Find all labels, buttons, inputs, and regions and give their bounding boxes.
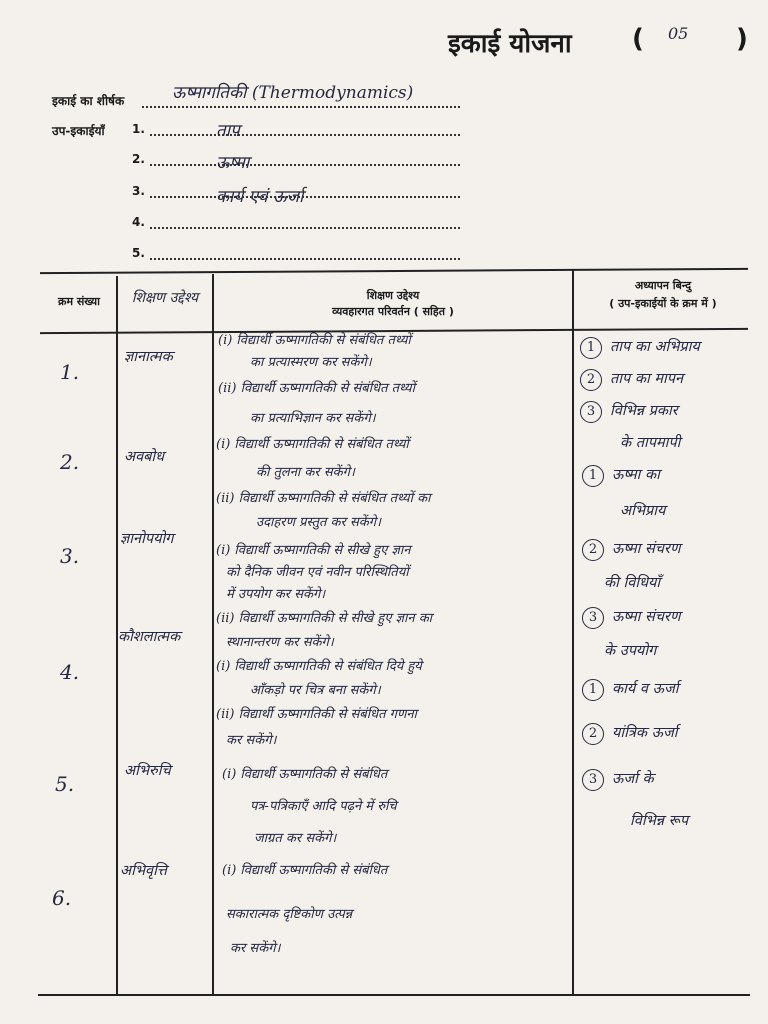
teaching-point-text: कार्य व ऊर्जा [612, 681, 679, 697]
behavior-line: (i) विद्यार्थी ऊष्मागतिकी से संबंधित तथ्यों [218, 333, 411, 348]
teaching-point [630, 810, 688, 830]
behavior-line: (ii) विद्यार्थी ऊष्मागतिकी से संबंधित गणना [216, 707, 417, 722]
subunits-label: उप-इकाईयाँ [52, 124, 105, 138]
subunit-line [150, 258, 460, 260]
objective-cell: ज्ञानात्मक [124, 349, 173, 365]
table-bottom-border [38, 994, 750, 996]
column-divider [212, 274, 214, 994]
subunit-num: 1. [132, 122, 145, 136]
circled-number-icon: 2 [580, 369, 602, 391]
teaching-point-text: के तापमापी [620, 435, 681, 451]
teaching-point-text: ऊष्मा संचरण [612, 609, 681, 625]
behavior-line: (i) विद्यार्थी ऊष्मागतिकी से संबंधित तथ्यों [216, 437, 409, 452]
behavior-line: कर सकेंगे। [226, 733, 277, 748]
subunit-num: 3. [132, 184, 145, 198]
behavior-line: में उपयोग कर सकेंगे। [226, 587, 326, 602]
teaching-point [580, 368, 683, 391]
behavior-line: (ii) विद्यार्थी ऊष्मागतिकी से संबंधित तथ्यों [218, 381, 415, 396]
teaching-point-text: के उपयोग [604, 643, 657, 659]
circled-number-icon: 3 [582, 607, 604, 629]
unit-title-label: इकाई का शीर्षक [52, 94, 125, 108]
objective-cell: अभिरुचि [124, 763, 171, 779]
behavior-line: आँकड़ो पर चित्र बना सकेंगे। [250, 683, 381, 698]
subunit-num: 2. [132, 152, 145, 166]
subunit-line [150, 134, 460, 136]
teaching-point [604, 640, 656, 660]
subunit-value: ऊष्मा [216, 153, 250, 173]
behavior-line: (ii) विद्यार्थी ऊष्मागतिकी से संबंधित तथ्यों का [216, 491, 431, 506]
column-divider [572, 270, 574, 994]
teaching-point-text: विभिन्न प्रकार [610, 403, 678, 419]
subunit-value: ताप [216, 121, 240, 141]
row-number: 4. [60, 660, 80, 684]
row-number: 6. [52, 886, 72, 910]
behavior-line: पत्र-पत्रिकाएँ आदि पढ़ने में रुचि [250, 799, 397, 814]
row-number: 5. [55, 772, 75, 796]
objective-cell: कौशलात्मक [118, 629, 181, 645]
row-number: 1. [60, 360, 80, 384]
header-behavior-l1: शिक्षण उद्देश्य [366, 289, 420, 302]
table-top-border [40, 268, 748, 274]
behavior-line: को दैनिक जीवन एवं नवीन परिस्थितियों [226, 565, 409, 580]
teaching-point [620, 432, 680, 452]
behavior-line: उदाहरण प्रस्तुत कर सकेंगे। [256, 515, 382, 530]
header-points-l1: अध्यापन बिन्दु [634, 279, 692, 292]
behavior-line: का प्रत्याभिज्ञान कर सकेंगे। [250, 411, 376, 426]
teaching-point-text: विभिन्न रूप [630, 813, 689, 829]
header-behavior-l2: व्यवहारगत परिवर्तन ( सहित ) [332, 305, 454, 318]
behavior-line: सकारात्मक दृष्टिकोण उत्पन्न [226, 907, 353, 922]
behavior-line: कर सकेंगे। [230, 941, 281, 956]
teaching-point [582, 464, 660, 487]
unit-plan-title: इकाई योजना [448, 29, 572, 59]
circled-number-icon: 3 [580, 401, 602, 423]
subunit-line [150, 227, 460, 229]
teaching-point [582, 678, 678, 701]
teaching-point-text: की विधियाँ [604, 575, 661, 591]
teaching-point [582, 768, 654, 791]
unit-title-value: ऊष्मागतिकी (Thermodynamics) [172, 83, 414, 103]
objective-cell: ज्ञानोपयोग [120, 531, 174, 547]
circled-number-icon: 2 [582, 539, 604, 561]
teaching-point [582, 538, 680, 561]
teaching-point-text: अभिप्राय [620, 503, 666, 519]
unit-title-line [142, 106, 460, 108]
teaching-point [580, 400, 678, 423]
behavior-line: का प्रत्यास्मरण कर सकेंगे। [250, 355, 372, 370]
circled-number-icon: 1 [582, 465, 604, 487]
behavior-line: (i) विद्यार्थी ऊष्मागतिकी से संबंधित [222, 863, 388, 878]
circled-number-icon: 3 [582, 769, 604, 791]
subunit-num: 5. [132, 246, 145, 260]
row-number: 2. [60, 450, 80, 474]
subunit-num: 4. [132, 215, 145, 229]
behavior-line: (i) विद्यार्थी ऊष्मागतिकी से संबंधित [222, 767, 388, 782]
behavior-line: जाग्रत कर सकेंगे। [254, 831, 337, 846]
header-points-l2: ( उप-इकाईयों के क्रम में ) [609, 297, 717, 310]
teaching-point [604, 572, 660, 592]
objective-cell: अवबोध [124, 449, 165, 465]
subunit-line [150, 164, 460, 166]
teaching-point-text: ऊर्जा के [612, 771, 654, 787]
teaching-point-text: ऊष्मा का [612, 467, 660, 483]
title-paren-open: ( [632, 24, 644, 54]
behavior-line: (ii) विद्यार्थी ऊष्मागतिकी से सीखे हुए ज्ञान का [216, 611, 433, 626]
unit-number: 05 [668, 24, 689, 43]
teaching-point [582, 722, 678, 745]
teaching-point-text: ताप का मापन [610, 371, 684, 387]
teaching-point-text: यांत्रिक ऊर्जा [612, 725, 678, 741]
teaching-point-text: ताप का अभिप्राय [610, 339, 700, 355]
objective-cell: अभिवृत्ति [120, 863, 167, 879]
subunit-value: कार्य एवं ऊर्जा [216, 187, 304, 207]
title-paren-close: ) [736, 24, 748, 54]
behavior-line: स्थानान्तरण कर सकेंगे। [226, 635, 334, 650]
teaching-point [580, 336, 700, 359]
row-number: 3. [60, 544, 80, 568]
behavior-line: की तुलना कर सकेंगे। [256, 465, 355, 480]
header-objective: शिक्षण उद्देश्य [131, 290, 199, 306]
circled-number-icon: 1 [580, 337, 602, 359]
teaching-point [620, 500, 665, 520]
teaching-point [582, 606, 680, 629]
subunit-line [150, 196, 460, 198]
circled-number-icon: 2 [582, 723, 604, 745]
behavior-line: (i) विद्यार्थी ऊष्मागतिकी से सीखे हुए ज्ञान [216, 543, 411, 558]
teaching-point-text: ऊष्मा संचरण [612, 541, 681, 557]
behavior-line: (i) विद्यार्थी ऊष्मागतिकी से संबंधित दिये हुये [216, 659, 422, 674]
header-serial: क्रम संख्या [58, 295, 100, 308]
circled-number-icon: 1 [582, 679, 604, 701]
